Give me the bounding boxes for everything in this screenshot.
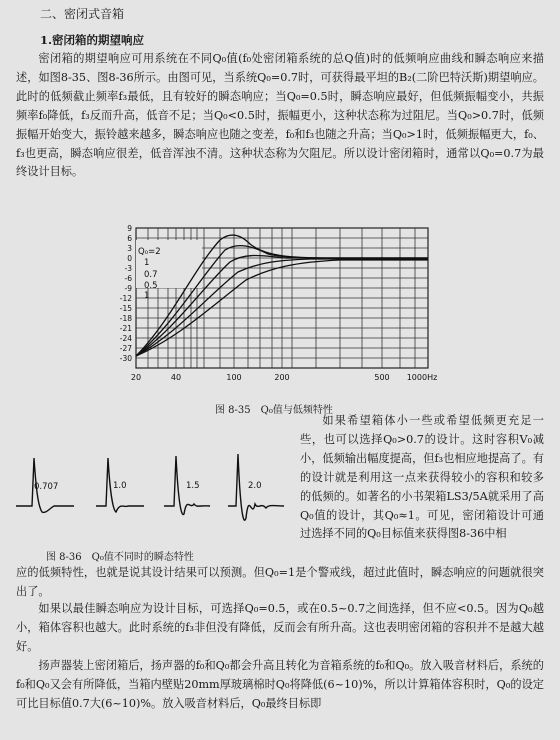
paragraph-high-q: 如果希望箱体小一些或希望低频更充足一些，也可以选择Q₀>0.7的设计。这时容积V₀减小，低频输出幅度提高，但f₃也相应地提高了。有的设计就是利用这一点来获得较小的容积和较多的低频的。如著名的小书架箱LS3/5A就采用了高Q₀值的设计，其Q₀≈1。可见，密闭箱设计可通过选择不同的Q₀目标值来获得图8-36中相 — [300, 414, 544, 541]
y-tick: 0 — [127, 254, 132, 263]
curve-label: 0.5 — [144, 281, 158, 291]
paragraph-transient-target: 如果以最佳瞬态响应为设计目标，可选择Q₀=0.5，或在0.5~0.7之间选择，但不应<0.5。因为Q₀越小，箱体容积也越大。此时系统的f₃非但没有降低，反而会有所升高。这也表明密闭箱的容积并不是越大越好。 — [16, 602, 544, 653]
y-tick: -18 — [119, 314, 132, 323]
y-tick: 6 — [127, 234, 132, 243]
y-tick: 9 — [127, 224, 132, 233]
curve-label: 1 — [144, 258, 150, 268]
figure-caption: 图 8-36 Q₀值不同时的瞬态特性 — [46, 552, 194, 563]
figure-caption: 图 8-35 Q₀值与低频特性 — [215, 405, 333, 416]
paragraph-intro: 密闭箱的期望响应可用系统在不同Q₀值(f₀处密闭箱系统的总Q值)时的低频响应曲线和瞬态响应来描述，如图8-35、图8-36所示。由图可见，当系统Q₀=0.7时，可获得最平坦的B₂(二阶巴特沃斯)期望响应。此时的低频截止频率f₃最低，且有较好的瞬态响应；当Q₀=0.5时，瞬态响应最好，但低频振幅变小，共振频率f₀降低，f₃反而升高，低音不足；当Q₀<0.5时，振幅更小，这种状态称为过阻尼。当Q₀>0.7时，低频振幅开始变大，振铃越来越多，瞬态响应也随之变差，f₀和f₃也随之升高；当Q₀>1时，低频振幅更大，f₀、f₃也更高，瞬态响应很差，低音浑浊不清。这种状态称为欠阻尼。所以设计密闭箱时，通常以Q₀=0.7为最终设计目标。 — [16, 52, 544, 179]
y-tick: -21 — [119, 324, 132, 333]
section-title: 二、密闭式音箱 — [40, 7, 125, 21]
subsection-title: 1.密闭箱的期望响应 — [40, 33, 145, 47]
transient-response-figure — [14, 448, 294, 544]
y-tick: -27 — [119, 344, 132, 353]
x-tick: 200 — [274, 373, 290, 382]
x-tick: 100 — [226, 373, 242, 382]
transient-label: 1.0 — [113, 481, 127, 491]
curve-label: 0.7 — [144, 270, 158, 280]
y-tick: -12 — [119, 294, 132, 303]
x-tick: 20 — [130, 373, 142, 382]
transient-label: 2.0 — [248, 481, 262, 491]
x-tick: 40 — [170, 373, 182, 382]
x-tick: 500 — [374, 373, 390, 382]
curve-label: Q₀=2 — [138, 247, 161, 257]
transient-label: 0.707 — [34, 482, 59, 492]
y-tick: 3 — [127, 244, 132, 253]
y-tick: -6 — [124, 274, 132, 283]
y-tick: -3 — [124, 264, 132, 273]
x-tick: 1000Hz — [406, 373, 438, 382]
frame-label: 1 — [144, 291, 150, 301]
paragraph-damping-material: 扬声器装上密闭箱后，扬声器的f₀和Q₀都会升高且转化为音箱系统的f₀和Q₀。放入吸音材料后，系统的f₀和Q₀又会有所降低，当箱内壁贴20mm厚玻璃棉时Q₀将降低(6~10)%，所以计算箱体容积时，Q₀的设定可比目标值0.7大(6~10)%。放入吸音材料后，Q₀最终目标即 — [16, 659, 544, 710]
y-tick: -30 — [119, 354, 132, 363]
y-tick: -9 — [124, 284, 132, 293]
y-tick: -24 — [119, 334, 132, 343]
transient-label: 1.5 — [186, 481, 200, 491]
paragraph-high-q-continued: 应的低频特性，也就是说其设计结果可以预测。但Q₀=1是个警戒线，超过此值时，瞬态响应的问题就很突出了。 — [16, 566, 544, 598]
y-tick: -15 — [119, 304, 132, 313]
frequency-response-chart — [100, 222, 445, 392]
